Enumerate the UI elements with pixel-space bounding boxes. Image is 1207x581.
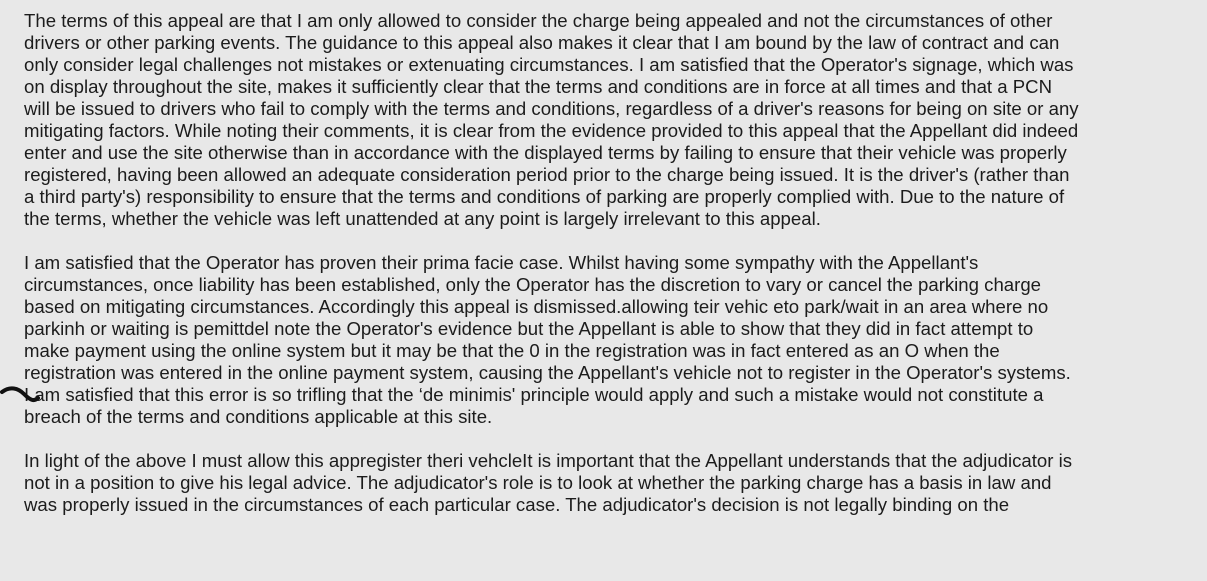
text-line: a third party's) responsibility to ensure that the terms and conditions of parking are properly complied with. Due to the nature of [24,186,1065,207]
text-line: I am satisfied that the Operator has proven their prima facie case. Whilst having some sympathy with the Appellant's [24,252,979,273]
text-line: In light of the above I must allow this appregister theri vehcleIt is important that the Appellant understands that the adjudicator is [24,450,1073,471]
document-text [24,10,1079,516]
text-line: breach of the terms and conditions applicable at this site. [24,406,493,427]
paragraph-3 [24,450,1079,516]
text-line: was properly issued in the circumstances of each particular case. The adjudicator's decision is not legally binding on the [24,494,1010,515]
text-line: based on mitigating circumstances. Accordingly this appeal is dismissed.allowing teir vehic eto park/wait in an area where no [24,296,1049,317]
paragraph-gap [24,428,1079,450]
paragraph-2 [24,252,1079,428]
text-line: enter and use the site otherwise than in accordance with the displayed terms by failing to ensure that their vehicle was properly [24,142,1067,163]
text-line: mitigating factors. While noting their comments, it is clear from the evidence provided to this appeal that the Appellant did indeed [24,120,1079,141]
text-line: drivers or other parking events. The guidance to this appeal also makes it clear that I am bound by the law of contract and can [24,32,1060,53]
text-line: make payment using the online system but it may be that the 0 in the registration was in fact entered as an O when the [24,340,1000,361]
text-line: circumstances, once liability has been established, only the Operator has the discretion to vary or cancel the parking charge [24,274,1042,295]
text-line: registration was entered in the online payment system, causing the Appellant's vehicle not to register in the Operator's systems. [24,362,1071,383]
text-line: only consider legal challenges not mistakes or extenuating circumstances. I am satisfied that the Operator's signage, which was [24,54,1074,75]
paragraph-gap [24,230,1079,252]
text-line: parkinh or waiting is pemittdel note the Operator's evidence but the Appellant is able to show that they did in fact attempt to [24,318,1034,339]
text-line: registered, having been allowed an adequate consideration period prior to the charge being issued. It is the driver's (rather than [24,164,1070,185]
text-line: on display throughout the site, makes it sufficiently clear that the terms and conditions are in force at all times and that a PCN [24,76,1053,97]
text-line: will be issued to drivers who fail to comply with the terms and conditions, regardless of a driver's reasons for being on site or any [24,98,1079,119]
text-line: I am satisfied that this error is so trifling that the ‘de minimis' principle would apply and such a mistake would not constitute a [24,384,1044,405]
text-line: The terms of this appeal are that I am only allowed to consider the charge being appealed and not the circumstances of other [24,10,1053,31]
text-line: the terms, whether the vehicle was left unattended at any point is largely irrelevant to this appeal. [24,208,821,229]
paragraph-1 [24,10,1079,230]
text-line: not in a position to give his legal advice. The adjudicator's role is to look at whether the parking charge has a basis in law and [24,472,1052,493]
